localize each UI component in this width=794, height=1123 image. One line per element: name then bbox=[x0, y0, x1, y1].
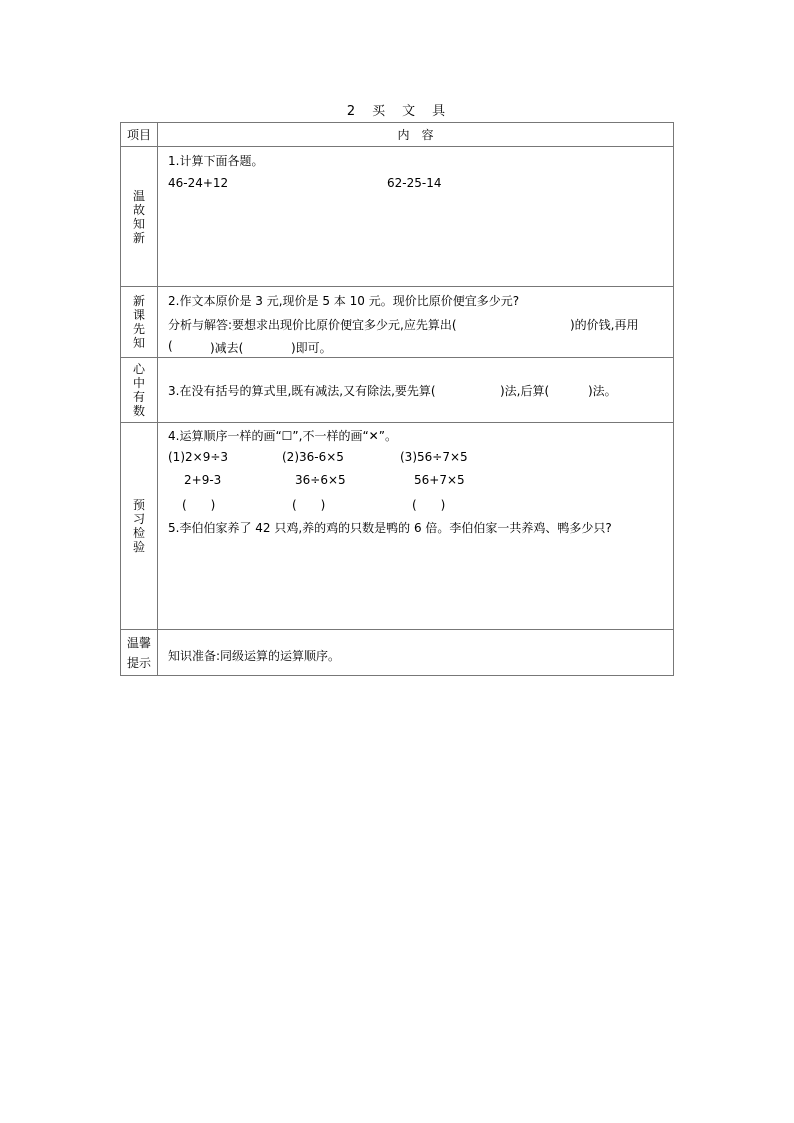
analysis-part-3: ( bbox=[168, 339, 173, 353]
header-item bbox=[121, 123, 158, 147]
answer-blank-3: ( ) bbox=[412, 498, 446, 512]
takeaway-content bbox=[158, 358, 674, 423]
worksheet-table bbox=[120, 122, 674, 676]
review-row bbox=[121, 147, 674, 287]
analysis-part-1: 分析与解答:要想求出现价比原价便宜多少元,应先算出( bbox=[168, 318, 457, 332]
header-row bbox=[121, 123, 674, 147]
tip-label-cell bbox=[121, 630, 158, 676]
new-lesson-label: 新课先知 bbox=[132, 294, 145, 350]
question-5: 5.李伯伯家养了 42 只鸡,养的鸡的只数是鸭的 6 倍。李伯伯家一共养鸡、鸭多少只? bbox=[168, 521, 612, 535]
answer-blank-1: ( ) bbox=[182, 498, 216, 512]
problem-2-expr-b: 36÷6×5 bbox=[295, 473, 346, 487]
expression-b: 62-25-14 bbox=[387, 176, 442, 190]
review-content bbox=[158, 147, 674, 287]
problem-1-expr-a: (1)2×9÷3 bbox=[168, 450, 229, 464]
check-row bbox=[121, 423, 674, 630]
check-content bbox=[158, 423, 674, 630]
problem-2-expr-a: (2)36-6×5 bbox=[282, 450, 344, 464]
takeaway-row bbox=[121, 358, 674, 423]
header-content bbox=[158, 123, 674, 147]
new-lesson-content bbox=[158, 287, 674, 358]
check-label: 预习检验 bbox=[132, 498, 145, 554]
problem-3-expr-b: 56+7×5 bbox=[414, 473, 465, 487]
analysis-part-5: )即可。 bbox=[291, 341, 332, 355]
answer-blank-2: ( ) bbox=[292, 498, 326, 512]
page-title: 2 买 文 具 bbox=[346, 104, 448, 119]
question-3-part-a: 3.在没有括号的算式里,既有减法,又有除法,要先算( bbox=[168, 384, 436, 398]
review-label-cell bbox=[121, 147, 158, 287]
analysis-part-2: )的价钱,再用 bbox=[570, 318, 639, 332]
takeaway-label: 心中有数 bbox=[132, 362, 145, 418]
question-1: 1.计算下面各题。 bbox=[168, 154, 264, 168]
header-item-label: 项目 bbox=[126, 127, 151, 142]
tip-label: 温馨提示 bbox=[126, 635, 151, 670]
problem-1-expr-b: 2+9-3 bbox=[184, 473, 222, 487]
question-3-part-c: )法。 bbox=[588, 384, 617, 398]
tip-content bbox=[158, 630, 674, 676]
tip-row bbox=[121, 630, 674, 676]
takeaway-label-cell bbox=[121, 358, 158, 423]
new-lesson-label-cell bbox=[121, 287, 158, 358]
question-4: 4.运算顺序一样的画“☐”,不一样的画“✕”。 bbox=[168, 429, 397, 443]
analysis-part-4: )减去( bbox=[210, 341, 244, 355]
header-content-label: 内 容 bbox=[397, 128, 434, 142]
tip-text: 知识准备:同级运算的运算顺序。 bbox=[168, 649, 341, 663]
review-label: 温故知新 bbox=[132, 188, 145, 245]
check-label-cell bbox=[121, 423, 158, 630]
expression-a: 46-24+12 bbox=[168, 176, 229, 190]
problem-3-expr-a: (3)56÷7×5 bbox=[400, 450, 468, 464]
new-lesson-row bbox=[121, 287, 674, 358]
question-2: 2.作文本原价是 3 元,现价是 5 本 10 元。现价比原价便宜多少元? bbox=[168, 294, 520, 308]
question-3-part-b: )法,后算( bbox=[500, 384, 550, 398]
